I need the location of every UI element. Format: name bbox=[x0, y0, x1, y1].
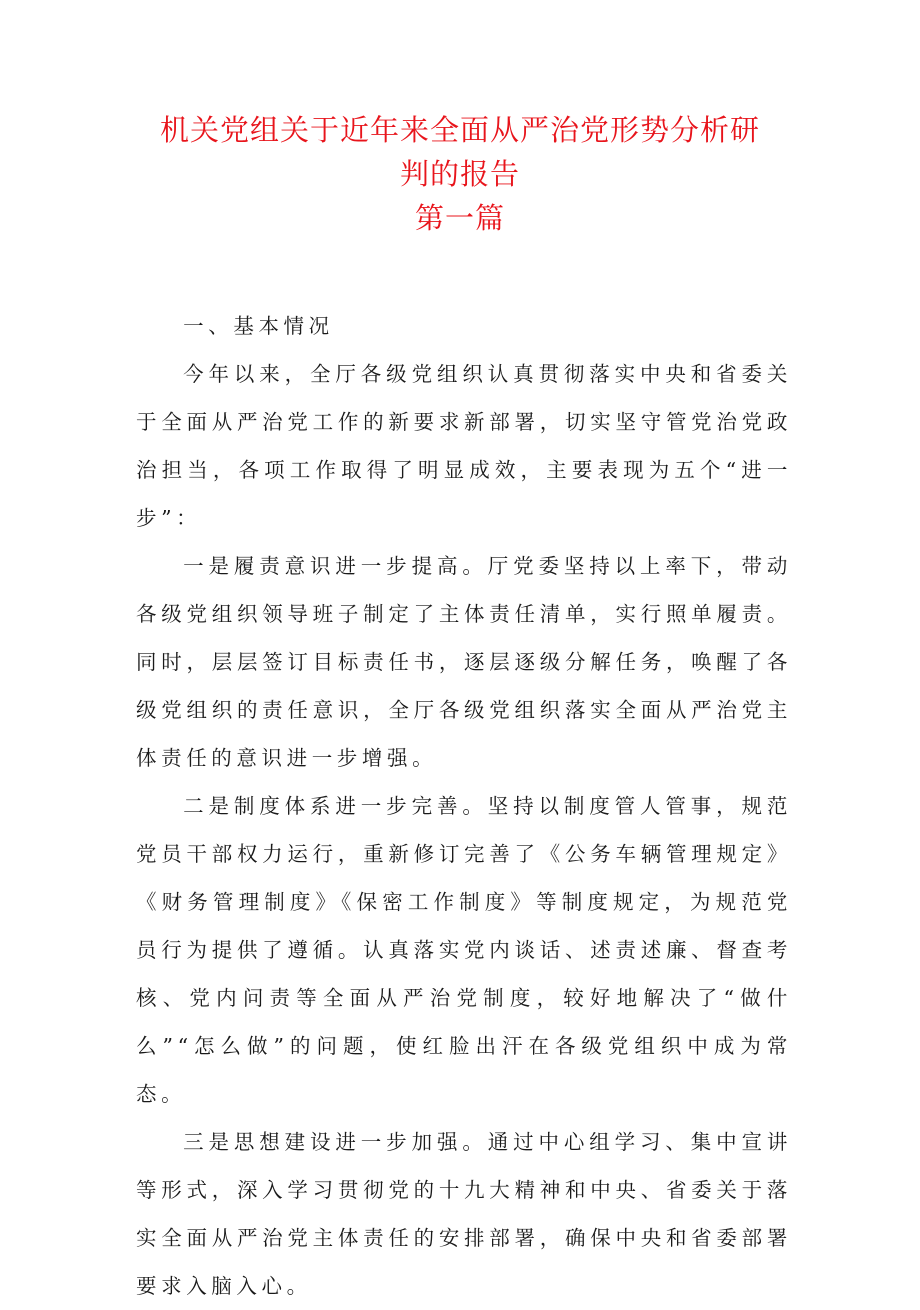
paragraph-point-1: 一是履责意识进一步提高。厅党委坚持以上率下，带动各级党组织领导班子制定了主体责任清单，实行照单履责。同时，层层签订目标责任书，逐层逐级分解任务，唤醒了各级党组织的责任意识，全厅各级党组织落实全面从严治党主体责任的意识进一步增强。 bbox=[136, 554, 792, 770]
section-heading: 一、基本情况 bbox=[183, 314, 334, 338]
paragraph-intro: 今年以来，全厅各级党组织认真贯彻落实中央和省委关于全面从严治党工作的新要求新部署，切实坚守管党治党政治担当，各项工作取得了明显成效，主要表现为五个“进一步”： bbox=[136, 362, 792, 530]
document-title-line-1: 机关党组关于近年来全面从严治党形势分析研 bbox=[159, 113, 760, 147]
paragraph-point-3: 三是思想建设进一步加强。通过中心组学习、集中宣讲等形式，深入学习贯彻党的十九大精神和中央、省委关于落实全面从严治党主体责任的安排部署，确保中央和省委部署要求入脑入心。 bbox=[136, 1130, 792, 1298]
document-subtitle: 第一篇 bbox=[414, 201, 505, 235]
paragraph-point-2: 二是制度体系进一步完善。坚持以制度管人管事，规范党员干部权力运行，重新修订完善了《公务车辆管理规定》《财务管理制度》《保密工作制度》等制度规定，为规范党员行为提供了遵循。认真落实党内谈话、述责述廉、督查考核、党内问责等全面从严治党制度，较好地解决了“做什么”“怎么做”的问题，使红脸出汗在各级党组织中成为常态。 bbox=[136, 794, 792, 1106]
document-title-block bbox=[130, 108, 790, 240]
document-title-line-2: 判的报告 bbox=[399, 157, 520, 191]
document-body bbox=[136, 302, 792, 1310]
